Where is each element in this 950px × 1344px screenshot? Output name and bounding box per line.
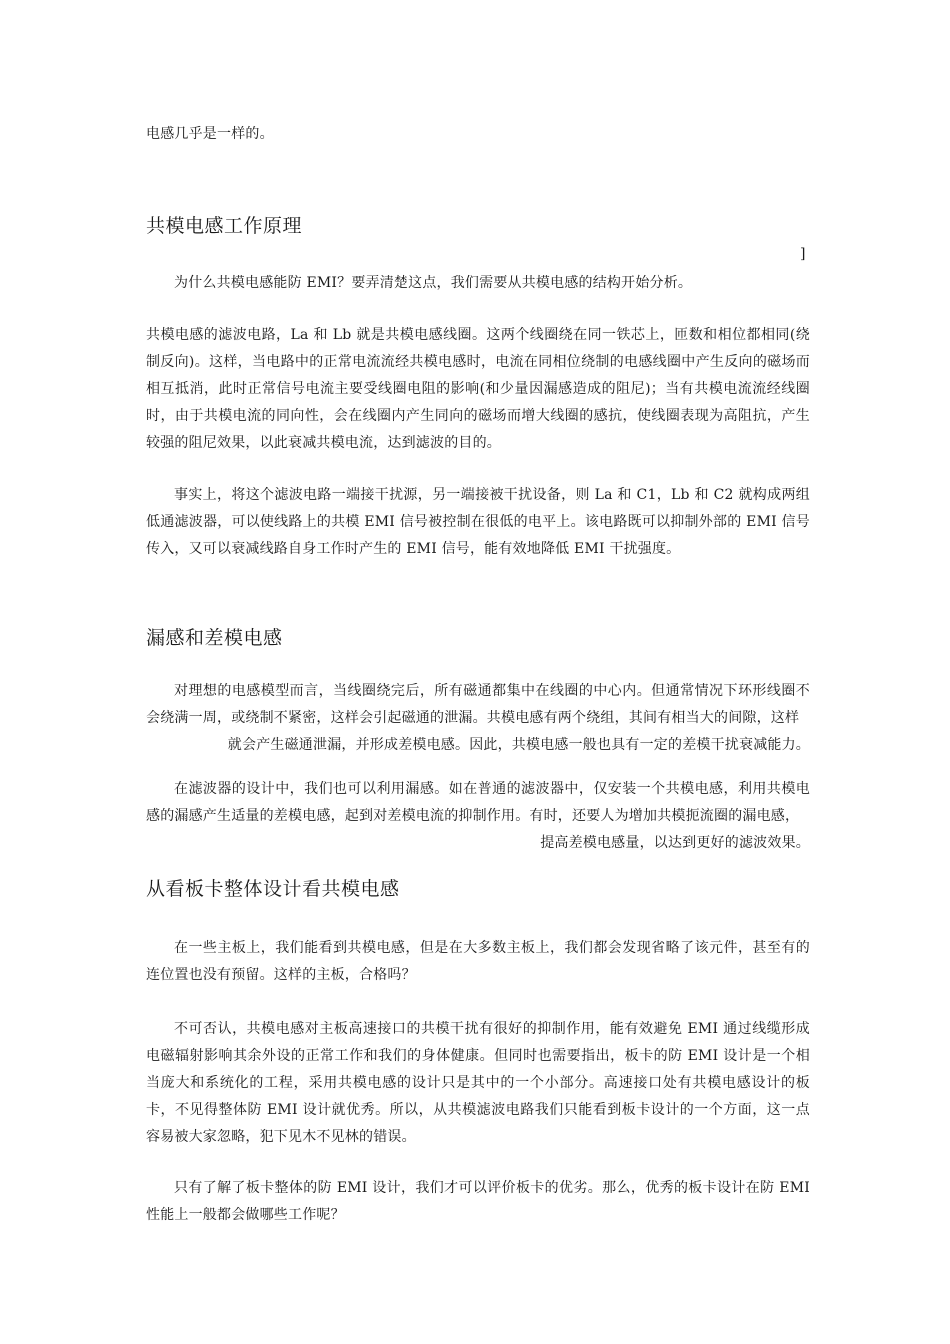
paragraph-evaluate-board: 只有了解了板卡整体的防 EMI 设计，我们才可以评价板卡的优劣。那么，优秀的板卡设计在防 EMI 性能上一般都会做哪些工作呢？ (146, 1180, 810, 1223)
paragraph-filter-design-main: 在滤波器的设计中，我们也可以利用漏感。如在普通的滤波器中，仅安装一个共模电感，利用共模电感的漏感产生适量的差模电感，起到对差模电流的抑制作用。有时，还要人为增加共模扼流圈的漏电感， (146, 781, 810, 824)
paragraph-filter-design (146, 776, 810, 857)
paragraph-low-pass-filter: 事实上，将这个滤波电路一端接干扰源，另一端接被干扰设备，则 La 和 C1，Lb 和 C2 就构成两组低通滤波器，可以使线路上的共模 EMI 信号被控制在很低的电平上。该电路既可以抑制外部的 EMI 信号传入，又可以衰减线路自身工作时产生的 EMI 信号，能有效地降低 EMI 干扰强度。 (146, 487, 810, 557)
heading-board-design: 从看板卡整体设计看共模电感 (146, 878, 400, 900)
stray-bracket-mark: ] (800, 246, 806, 262)
heading-leakage-inductance: 漏感和差模电感 (146, 627, 283, 649)
paragraph-ideal-inductor (146, 678, 810, 759)
paragraph-filter-circuit: 共模电感的滤波电路，La 和 Lb 就是共模电感线圈。这两个线圈绕在同一铁芯上，匝数和相位都相同(绕制反向)。这样，当电路中的正常电流流经共模电感时，电流在同相位绕制的电感线圈中产生反向的磁场而相互抵消，此时正常信号电流主要受线圈电阻的影响(和少量因漏感造成的阻尼)；当有共模电流流经线圈时，由于共模电流的同向性，会在线圈内产生同向的磁场而增大线圈的感抗，使线圈表现为高阻抗，产生较强的阻尼效果，以此衰减共模电流，达到滤波的目的。 (146, 327, 810, 451)
paragraph-undeniable: 不可否认，共模电感对主板高速接口的共模干扰有很好的抑制作用，能有效避免 EMI 通过线缆形成电磁辐射影响其余外设的正常工作和我们的身体健康。但同时也需要指出，板卡的防 EMI 设计是一个相当庞大和系统化的工程，采用共模电感的设计只是其中的一个小部分。高速接口处有共模电感设计的板卡，不见得整体防 EMI 设计就优秀。所以，从共模滤波电路我们只能看到板卡设计的一个方面，这一点容易被大家忽略，犯下见木不见林的错误。 (146, 1021, 810, 1145)
paragraph-ideal-inductor-tail: 就会产生磁通泄漏，并形成差模电感。因此，共模电感一般也具有一定的差模干扰衰减能力。 (227, 737, 810, 753)
paragraph-motherboards: 在一些主板上，我们能看到共模电感，但是在大多数主板上，我们都会发现省略了该元件，甚至有的连位置也没有预留。这样的主板，合格吗？ (146, 940, 810, 983)
paragraph-continuation: 电感几乎是一样的。 (146, 126, 274, 142)
paragraph-ideal-inductor-main: 对理想的电感模型而言，当线圈绕完后，所有磁通都集中在线圈的中心内。但通常情况下环形线圈不会绕满一周，或绕制不紧密，这样会引起磁通的泄漏。共模电感有两个绕组，其间有相当大的间隙，这样 (146, 683, 810, 726)
heading-working-principle: 共模电感工作原理 (146, 215, 303, 237)
paragraph-filter-design-tail: 提高差模电感量，以达到更好的滤波效果。 (540, 835, 810, 851)
paragraph-why-emi: 为什么共模电感能防 EMI？要弄清楚这点，我们需要从共模电感的结构开始分析。 (174, 275, 693, 291)
